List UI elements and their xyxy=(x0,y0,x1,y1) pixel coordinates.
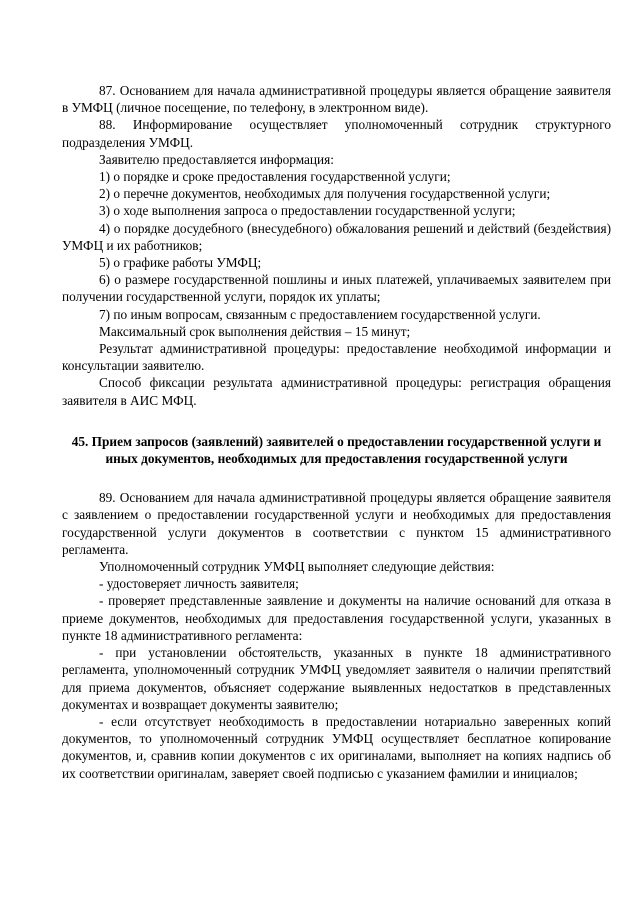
actions-intro: Уполномоченный сотрудник УМФЦ выполняет следующие действия: xyxy=(99,559,495,575)
max-time-paragraph: Максимальный срок выполнения действия – 15 минут; xyxy=(99,323,411,339)
action-item-4: - если отсутствует необходимость в предоставлении нотариально заверенных копий документов, то уполномоченный сотрудник УМФЦ осуществляет бесплатное копирование документов, и, сравнив копии документов с их оригиналами, выполняет на копиях надпись об их соответствии оригиналам, заверяет своей подписью с указанием фамилии и инициалов; xyxy=(62,713,611,781)
info-item-1: 1) о порядке и сроке предоставления государственной услуги; xyxy=(99,169,451,185)
document-body xyxy=(62,82,611,782)
paragraph-89: 89. Основанием для начала административной процедуры является обращение заявителя с заявлением о предоставлении государственной услуги и необходимых для предоставления государственной услуги документов в соответствии с пунктом 15 административного регламента. xyxy=(62,490,611,557)
section-heading-45: 45. Прием запросов (заявлений) заявителей о предоставлении государственной услуги и иных документов, необходимых для предоставления государственной услуги xyxy=(71,433,602,467)
info-item-3: 3) о ходе выполнения запроса о предоставлении государственной услуги; xyxy=(99,203,516,219)
action-item-1: - удостоверяет личность заявителя; xyxy=(99,576,299,592)
fixation-paragraph: Способ фиксации результата административной процедуры: регистрация обращения заявителя в АИС МФЦ. xyxy=(62,375,611,408)
result-paragraph: Результат административной процедуры: предоставление необходимой информации и консультации заявителю. xyxy=(62,341,611,374)
paragraph-87: 87. Основанием для начала административной процедуры является обращение заявителя в УМФЦ (личное посещение, по телефону, в электронном виде). xyxy=(62,83,611,116)
info-item-2: 2) о перечне документов, необходимых для получения государственной услуги; xyxy=(99,186,551,202)
action-item-3: - при установлении обстоятельств, указанных в пункте 18 административного регламента, уполномоченный сотрудник УМФЦ уведомляет заявителя о наличии препятствий для приема документов, объясняет содержание выявленных недостатков в представленных документах и возвращает документы заявителю; xyxy=(62,645,611,712)
action-item-2: - проверяет представленные заявление и документы на наличие оснований для отказа в приеме документов, необходимых для предоставления государственной услуги, указанных в пункте 18 административного регламента: xyxy=(62,593,611,643)
paragraph-88: 88. Информирование осуществляет уполномоченный сотрудник структурного подразделения УМФЦ. xyxy=(62,117,611,150)
info-item-6: 6) о размере государственной пошлины и иных платежей, уплачиваемых заявителем при получении государственной услуги, порядок их уплаты; xyxy=(62,272,611,305)
info-item-4: 4) о порядке досудебного (внесудебного) обжалования решений и действий (бездействия) УМФЦ и их работников; xyxy=(62,220,611,253)
info-item-5: 5) о графике работы УМФЦ; xyxy=(99,255,262,271)
info-intro: Заявителю предоставляется информация: xyxy=(99,151,334,167)
info-item-7: 7) по иным вопросам, связанным с предоставлением государственной услуги. xyxy=(99,306,541,322)
